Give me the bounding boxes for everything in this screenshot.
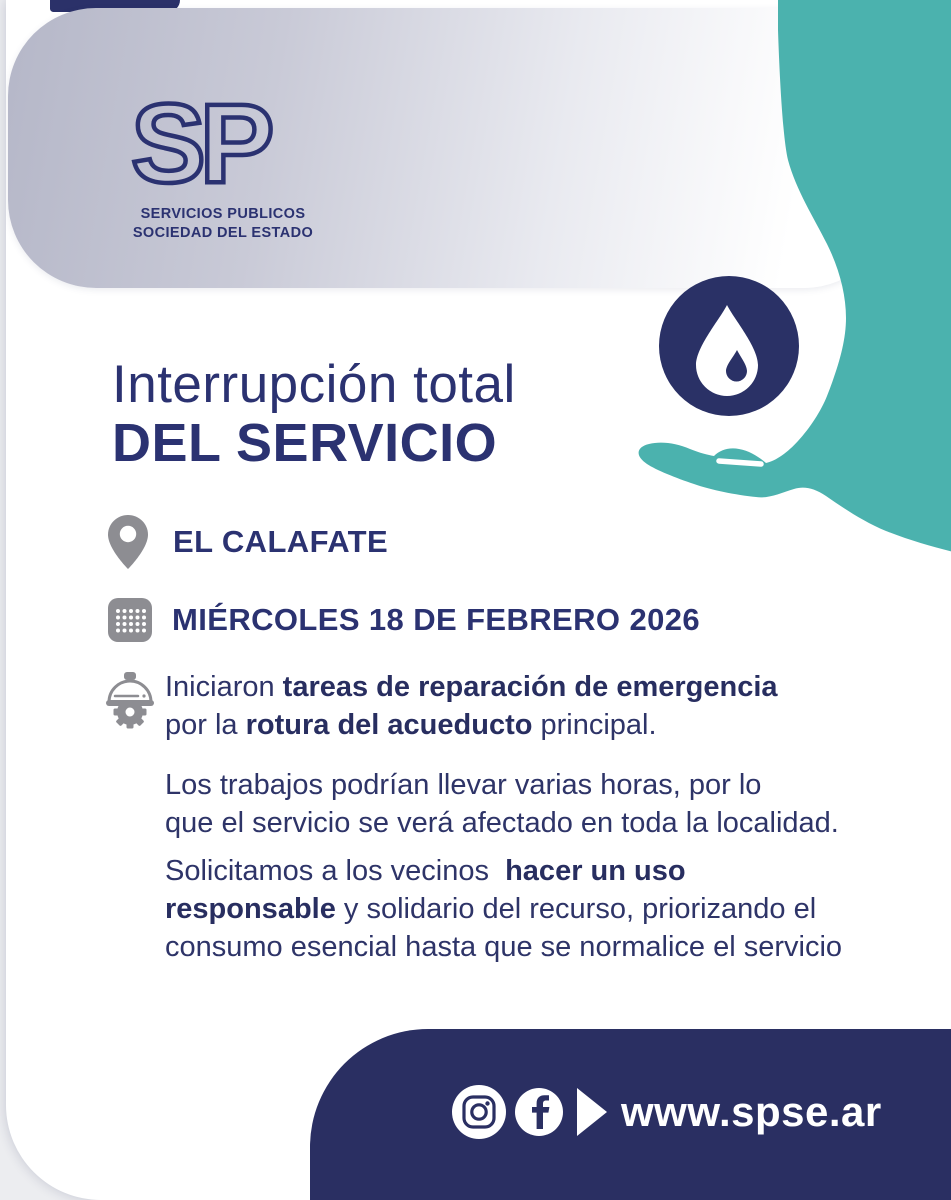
water-drop-icon: [659, 276, 799, 416]
worker-helmet-gear-icon: [100, 666, 160, 730]
location-text: EL CALAFATE: [173, 524, 389, 559]
paragraph-duration: Los trabajos podrían llevar varias horas, por lo que el servicio se verá afectado en toda la localidad.: [165, 769, 839, 839]
facebook-icon[interactable]: [515, 1088, 563, 1136]
header-card: [8, 8, 892, 288]
water-drop-inner: [726, 350, 747, 382]
date-text: MIÉRCOLES 18 DE FEBRERO 2026: [172, 602, 701, 637]
logo-subtitle-line1: SERVICIOS PUBLICOS: [140, 206, 306, 222]
calendar-icon: [108, 598, 152, 642]
footer-content: [452, 1085, 882, 1139]
logo-subtitle-line2: SOCIEDAD DEL ESTADO: [132, 225, 314, 241]
water-drop-white: [696, 305, 758, 396]
play-arrow-icon: [577, 1088, 607, 1136]
paragraph-repair: Iniciaron tareas de reparación de emergencia por la rotura del acueducto principal.: [165, 671, 778, 741]
title-line2: DEL SERVICIO: [112, 413, 498, 473]
footer-band: [310, 1029, 951, 1200]
date-row: [108, 598, 700, 642]
logo: [108, 86, 338, 242]
sp-logo-mark: [113, 86, 333, 204]
location-pin-icon: [108, 515, 148, 569]
page-title: [112, 356, 516, 472]
instagram-icon[interactable]: [452, 1085, 506, 1139]
paragraph-request: Solicitamos a los vecinos hacer un uso responsable y solidario del recurso, priorizando el consumo esencial hasta que se normalice el servicio: [165, 855, 843, 963]
flyer-card: [6, 0, 951, 1200]
title-line1: Interrupción total: [112, 355, 516, 414]
location-row: [108, 515, 388, 569]
website-link[interactable]: www.spse.ar: [621, 1088, 882, 1135]
finger-gap-line: [719, 461, 761, 464]
sp-logo-text: SP: [131, 86, 269, 204]
